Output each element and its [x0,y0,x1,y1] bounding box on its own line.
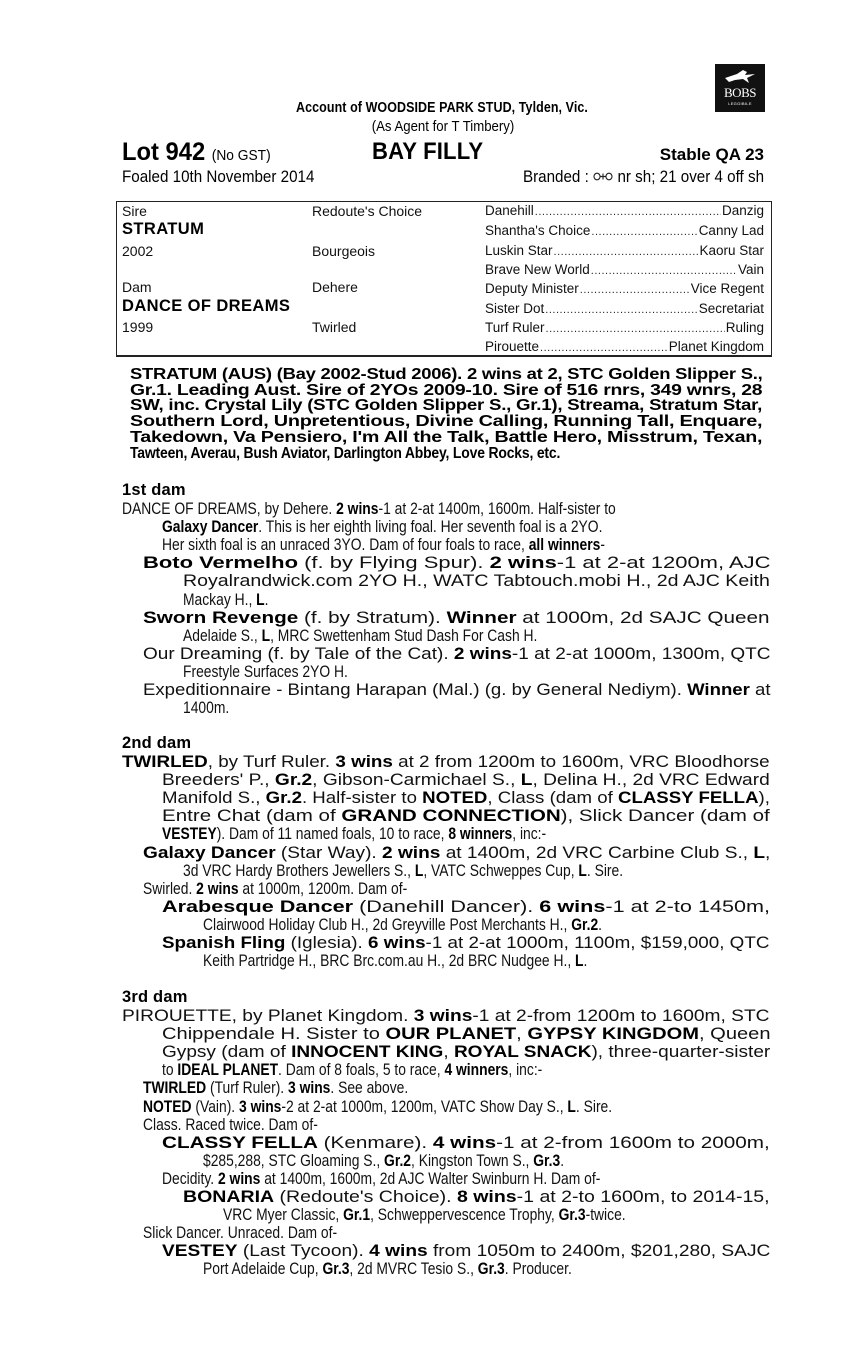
text-line [143,1116,318,1135]
text-line [143,609,770,628]
bold-text: Gr.3 [558,1206,586,1225]
plain-text: , Kingston Town S., [411,1151,534,1170]
ggp-sire: Canny Lad [698,223,764,238]
section-heading: 3rd dam [122,988,188,1006]
plain-text: -1 at 2-at 1000m, 1100m, $159,000, QTC [425,934,770,952]
plain-text: Breeders' P., [162,771,275,790]
bold-text: Arabesque Dancer [162,897,354,916]
text-line [143,645,770,664]
plain-text: Slick Dancer. Unraced. Dam of- [143,1224,338,1243]
bold-text: 2 wins [217,1169,261,1188]
bold-text: L [578,861,587,880]
text-line [122,500,616,519]
leader-dots [591,262,737,277]
text-line [162,536,605,555]
plain-text: , Schweppervescence Trophy, [370,1206,559,1225]
account-prefix: Account of [296,100,366,116]
plain-text: (f. by Flying Spur). [298,554,490,573]
plain-text: Keith Partridge H., BRC Brc.com.au H., 2d BRC Nudgee H., [203,952,576,971]
text-line [143,1224,337,1243]
dam-dam: Twirled [312,319,357,335]
plain-text: Gypsy (dam of [162,1043,292,1062]
summary-line: Takedown, Va Pensiero, I'm All the Talk, Battle Hero, Misstrum, Texan, [130,428,763,446]
bold-text: Gr.3 [322,1260,350,1279]
bold-text: Spanish Fling [162,934,286,952]
plain-text: -2 at 2-at 1000m, 1200m, VATC Show Day S., [281,1097,568,1116]
plain-text: . [264,590,269,609]
plain-text: at 1000m, 1200m. Dam of- [238,879,408,898]
summary-line: SW, inc. Crystal Lily (STC Golden Slipper S., Gr.1), Streama, Stratum Star, [130,397,763,415]
pedigree-table [116,201,772,357]
bold-text: VESTEY [162,825,217,844]
summary-line: STRATUM (AUS) (Bay 2002-Stud 2006). 2 wins at 2, STC Golden Slipper S., [130,366,763,383]
bold-text: 3 wins [335,753,393,771]
bold-text: L [575,952,584,971]
logo-subtitle: LEGGIBILE [728,101,752,106]
bold-text: NOTED [422,789,488,808]
plain-text: -1 at 2-from 1600m to 2000m, [496,1133,770,1152]
brand-mark-icon [593,171,613,182]
plain-text: - [600,536,605,555]
dam-sire: Dehere [312,279,358,295]
ggp-row [485,301,764,316]
plain-text: (Last Tycoon). [237,1242,370,1261]
plain-text: (Danehill Dancer). [353,897,540,916]
text-line [203,916,602,935]
plain-text: (Redoute's Choice). [274,1188,457,1206]
text-line [162,518,602,537]
text-line [183,627,537,646]
bold-text: Gr.2 [274,771,313,790]
text-line [162,934,769,953]
plain-text: , 2d MVRC Tesio S., [349,1260,478,1279]
bold-text: L [261,626,271,645]
text-line [183,1188,770,1207]
plain-text: Clairwood Holiday Club H., 2d Greyville Post Merchants H., [203,915,572,934]
text-line [183,862,623,881]
text-line [183,699,229,718]
dam-year: 1999 [122,319,154,335]
plain-text: Adelaide S., [183,626,262,645]
sire-sire: Redoute's Choice [312,203,423,219]
ggp-row [485,262,764,277]
leader-dots [535,203,721,218]
ggp-name: Sister Dot [485,301,545,316]
plain-text: , inc:- [508,1061,543,1080]
plain-text: Chippendale H. Sister to [162,1025,386,1044]
bold-text: 4 winners [444,1061,509,1080]
ggp-name: Pirouette [485,339,540,354]
plain-text: , Delina H., 2d VRC Edward [532,771,770,790]
text-line [162,1170,600,1189]
bold-text: Gr.3 [533,1151,561,1170]
bold-text: Winner [446,608,517,627]
plain-text: . See above. [330,1079,409,1098]
leader-dots [540,339,668,354]
section-heading: 1st dam [122,481,186,499]
leader-dots [591,223,697,238]
plain-text: Expeditionnaire - Bintang Harapan (Mal.) (g. by General Nediym). [143,681,688,699]
bold-text: 3 wins [239,1097,282,1116]
plain-text: Our Dreaming (f. by Tale of the Cat). [143,644,454,663]
text-line [162,1025,771,1044]
bird-logo-icon [723,68,757,86]
branded-rest: nr sh; 21 over 4 off sh [613,168,764,186]
plain-text: . Producer. [504,1260,572,1279]
ggp-sire: Vice Regent [690,281,764,296]
bold-text: BONARIA [183,1188,275,1206]
plain-text: Entre Chat (dam of [162,807,342,826]
plain-text: at 2 from 1200m to 1600m, VRC Bloodhorse [392,753,770,771]
plain-text: , Queen [699,1025,771,1044]
plain-text: . This is her eighth living foal. Her seventh foal is a 2YO. [258,518,603,537]
plain-text: to [162,1061,178,1080]
plain-text: -1 at 2-at 1200m, AJC [556,554,771,573]
plain-text: Mackay H., [183,590,257,609]
plain-text: at 1400m, 1600m, 2d AJC Walter Swinburn H. Dam of- [260,1169,601,1188]
text-line [143,681,771,700]
plain-text: -1 at 2-at 1400m, 1600m. Half-sister to [378,500,616,518]
plain-text: ), three-quarter-sister [591,1043,771,1062]
ggp-row [485,320,764,335]
text-line [183,572,770,591]
ggp-name: Danehill [485,203,534,218]
bold-text: 2 wins [382,843,441,862]
plain-text: . Sire. [575,1097,613,1116]
bold-text: IDEAL PLANET [177,1061,279,1080]
sire-dam: Bourgeois [312,243,376,259]
bold-text: Gr.1 [343,1206,371,1225]
bold-text: Sworn Revenge [143,608,299,627]
ggp-row [485,281,764,296]
text-line [122,753,770,772]
ggp-name: Brave New World [485,262,590,277]
text-line [122,1007,769,1026]
bold-text: L [753,843,766,862]
bold-text: GYPSY KINGDOM [527,1025,700,1044]
ggp-sire: Secretariat [698,301,764,316]
plain-text: (Kenmare). [317,1133,433,1152]
bold-text: 3 wins [413,1007,473,1025]
bold-text: Gr.2 [571,915,599,934]
plain-text: -1 at 2-at 1000m, 1300m, QTC [511,644,771,663]
plain-text: , MRC Swettenham Stud Dash For Cash H. [270,626,538,645]
branded-label: Branded : [522,168,593,186]
bold-text: 2 wins [336,500,379,518]
plain-text: VRC Myer Classic, [223,1206,344,1225]
bold-text: Galaxy Dancer [162,518,259,537]
bold-text: OUR PLANET [385,1025,517,1044]
bold-text: Gr.2 [384,1151,412,1170]
bold-text: ROYAL SNACK [453,1043,592,1062]
text-line [223,1206,626,1225]
plain-text: at 1400m, 2d VRC Carbine Club S., [440,843,754,862]
text-line [203,1152,564,1171]
plain-text: Royalrandwick.com 2YO H., WATC Tabtouch.mobi H., 2d AJC Keith [183,572,770,591]
summary-line: Tawteen, Averau, Bush Aviator, Darlington Abbey, Love Rocks, etc. [130,444,561,462]
plain-text: (Iglesia). [285,934,369,952]
ggp-row [485,339,764,354]
dam-name: DANCE OF DREAMS [122,297,291,315]
plain-text: -1 at 2-from 1200m to 1600m, STC [472,1007,770,1025]
agent-line: (As Agent for T Timbery) [371,118,515,135]
bold-text: TWIRLED [122,753,208,771]
ggp-row [485,203,764,218]
text-line [143,880,407,899]
plain-text: ), [758,789,770,808]
bold-text: 2 wins [453,644,512,663]
bold-text: 4 wins [369,1242,428,1261]
bold-text: TWIRLED [143,1079,207,1098]
foaled-date: Foaled 10th November 2014 [122,168,315,186]
bold-text: 8 wins [456,1188,517,1206]
leader-dots [545,301,697,316]
bold-text: 6 wins [368,934,426,952]
plain-text: , [516,1025,528,1044]
plain-text: (Turf Ruler). [206,1079,289,1098]
plain-text: 3d VRC Hardy Brothers Jewellers S., [183,861,415,880]
bold-text: L [520,771,533,790]
summary-line: Gr.1. Leading Aust. Sire of 2YOs 2009-10. Sire of 516 rnrs, 349 wnrs, 28 [130,381,763,399]
text-line [162,771,770,790]
plain-text: , Gibson-Carmichael S., [312,771,521,790]
plain-text: Freestyle Surfaces 2YO H. [183,662,348,681]
ggp-sire: Kaoru Star [699,243,764,258]
ggp-row [485,223,764,238]
plain-text: , [765,843,771,862]
plain-text: Swirled. [143,879,197,898]
lot-number [122,138,271,167]
ggp-sire: Ruling [725,320,764,335]
plain-text: at [749,681,771,699]
plain-text: , by Turf Ruler. [207,753,336,771]
ggp-name: Deputy Minister [485,281,579,296]
bold-text: CLASSY FELLA [162,1133,318,1152]
sex-colour: BAY FILLY [372,138,484,165]
dam-label: Dam [122,279,152,295]
plain-text: , VATC Schweppes Cup, [423,861,579,880]
text-line [162,898,770,917]
text-line [162,807,770,826]
text-line [143,1079,408,1098]
plain-text: (Vain). [191,1097,240,1116]
ggp-sire: Vain [737,262,764,277]
text-line [162,1134,770,1153]
plain-text: 1400m. [183,699,230,718]
plain-text: Decidity. [162,1169,218,1188]
plain-text: Port Adelaide Cup, [203,1260,323,1279]
plain-text: (Star Way). [275,843,383,862]
ggp-sire: Danzig [721,203,764,218]
plain-text: PIROUETTE, by Planet Kingdom. [122,1007,414,1025]
bold-text: 3 wins [288,1079,331,1098]
bold-text: L [256,590,265,609]
bold-text: Winner [687,681,750,699]
ggp-name: Luskin Star [485,243,553,258]
logo-word: BOBS [724,85,756,100]
plain-text: , inc:- [512,825,547,844]
summary-line: Southern Lord, Unpretentious, Divine Calling, Running Tall, Enquare, [130,413,763,431]
leader-dots [546,320,725,335]
bold-text: 6 wins [539,897,606,916]
plain-text: , [443,1043,454,1062]
plain-text: Manifold S., [162,789,266,808]
plain-text: . [583,952,588,971]
bold-text: Gr.2 [265,789,302,808]
bold-text: NOTED [143,1097,192,1116]
plain-text: -twice. [585,1206,626,1225]
vendor-line [62,100,822,116]
plain-text: Class. Raced twice. Dam of- [143,1115,318,1134]
plain-text: (f. by Stratum). [298,608,447,627]
bold-text: L [414,861,424,880]
plain-text: at 1000m, 2d SAJC Queen [516,608,770,627]
lot-gst-note: (No GST) [211,148,271,164]
leader-dots [580,281,690,296]
plain-text: DANCE OF DREAMS, by Dehere. [122,500,337,518]
text-line [183,591,269,610]
plain-text: from 1050m to 2400m, $201,280, SAJC [427,1242,771,1261]
vendor-name: WOODSIDE PARK STUD, Tylden, Vic. [365,100,588,116]
text-line [143,1098,612,1117]
bold-text: Galaxy Dancer [143,843,276,862]
text-line [162,1043,770,1062]
bold-text: 2 wins [489,554,557,573]
plain-text: $285,288, STC Gloaming S., [203,1151,385,1170]
bold-text: INNOCENT KING [291,1043,444,1062]
bold-text: L [567,1097,576,1116]
branded-info [523,168,764,187]
text-line [162,789,770,808]
ggp-sire: Planet Kingdom [668,339,764,354]
text-line [203,952,587,971]
plain-text: . [560,1151,565,1170]
text-line [162,825,546,844]
plain-text: ), Slick Dancer (dam of [560,807,770,826]
text-line [143,554,770,573]
ggp-row [485,243,764,258]
plain-text: ). Dam of 11 named foals, 10 to race, [216,825,449,844]
text-line [203,1260,572,1279]
plain-text: Her sixth foal is an unraced 3YO. Dam of four foals to race, [162,536,529,555]
plain-text: , Class (dam of [487,789,618,808]
bold-text: 4 wins [432,1133,497,1152]
plain-text: . [598,915,603,934]
plain-text: -1 at 2-to 1600m, to 2014-15, [516,1188,770,1206]
bold-text: CLASSY FELLA [617,789,759,808]
plain-text: -1 at 2-to 1450m, [605,897,771,916]
plain-text: . Half-sister to [301,789,423,808]
text-line [162,1242,770,1261]
bold-text: 8 winners [448,825,513,844]
bold-text: Boto Vermelho [143,554,299,573]
ggp-name: Turf Ruler [485,320,545,335]
sire-label: Sire [122,203,147,219]
bold-text: Gr.3 [477,1260,505,1279]
bold-text: all winners [528,536,601,555]
text-line [162,1061,542,1080]
lot-label: Lot 942 [122,138,206,166]
ggp-name: Shantha's Choice [485,223,591,238]
plain-text: . Sire. [586,861,624,880]
sire-name: STRATUM [122,220,205,238]
plain-text: . Dam of 8 foals, 5 to race, [278,1061,445,1080]
leader-dots [554,243,699,258]
text-line [183,663,348,682]
text-line [143,844,770,863]
bold-text: VESTEY [162,1242,238,1261]
sire-year: 2002 [122,243,154,259]
bold-text: 2 wins [196,879,239,898]
section-heading: 2nd dam [122,734,192,752]
sire-summary [130,367,762,461]
stable-number: Stable QA 23 [659,145,764,164]
bold-text: GRAND CONNECTION [341,807,561,826]
